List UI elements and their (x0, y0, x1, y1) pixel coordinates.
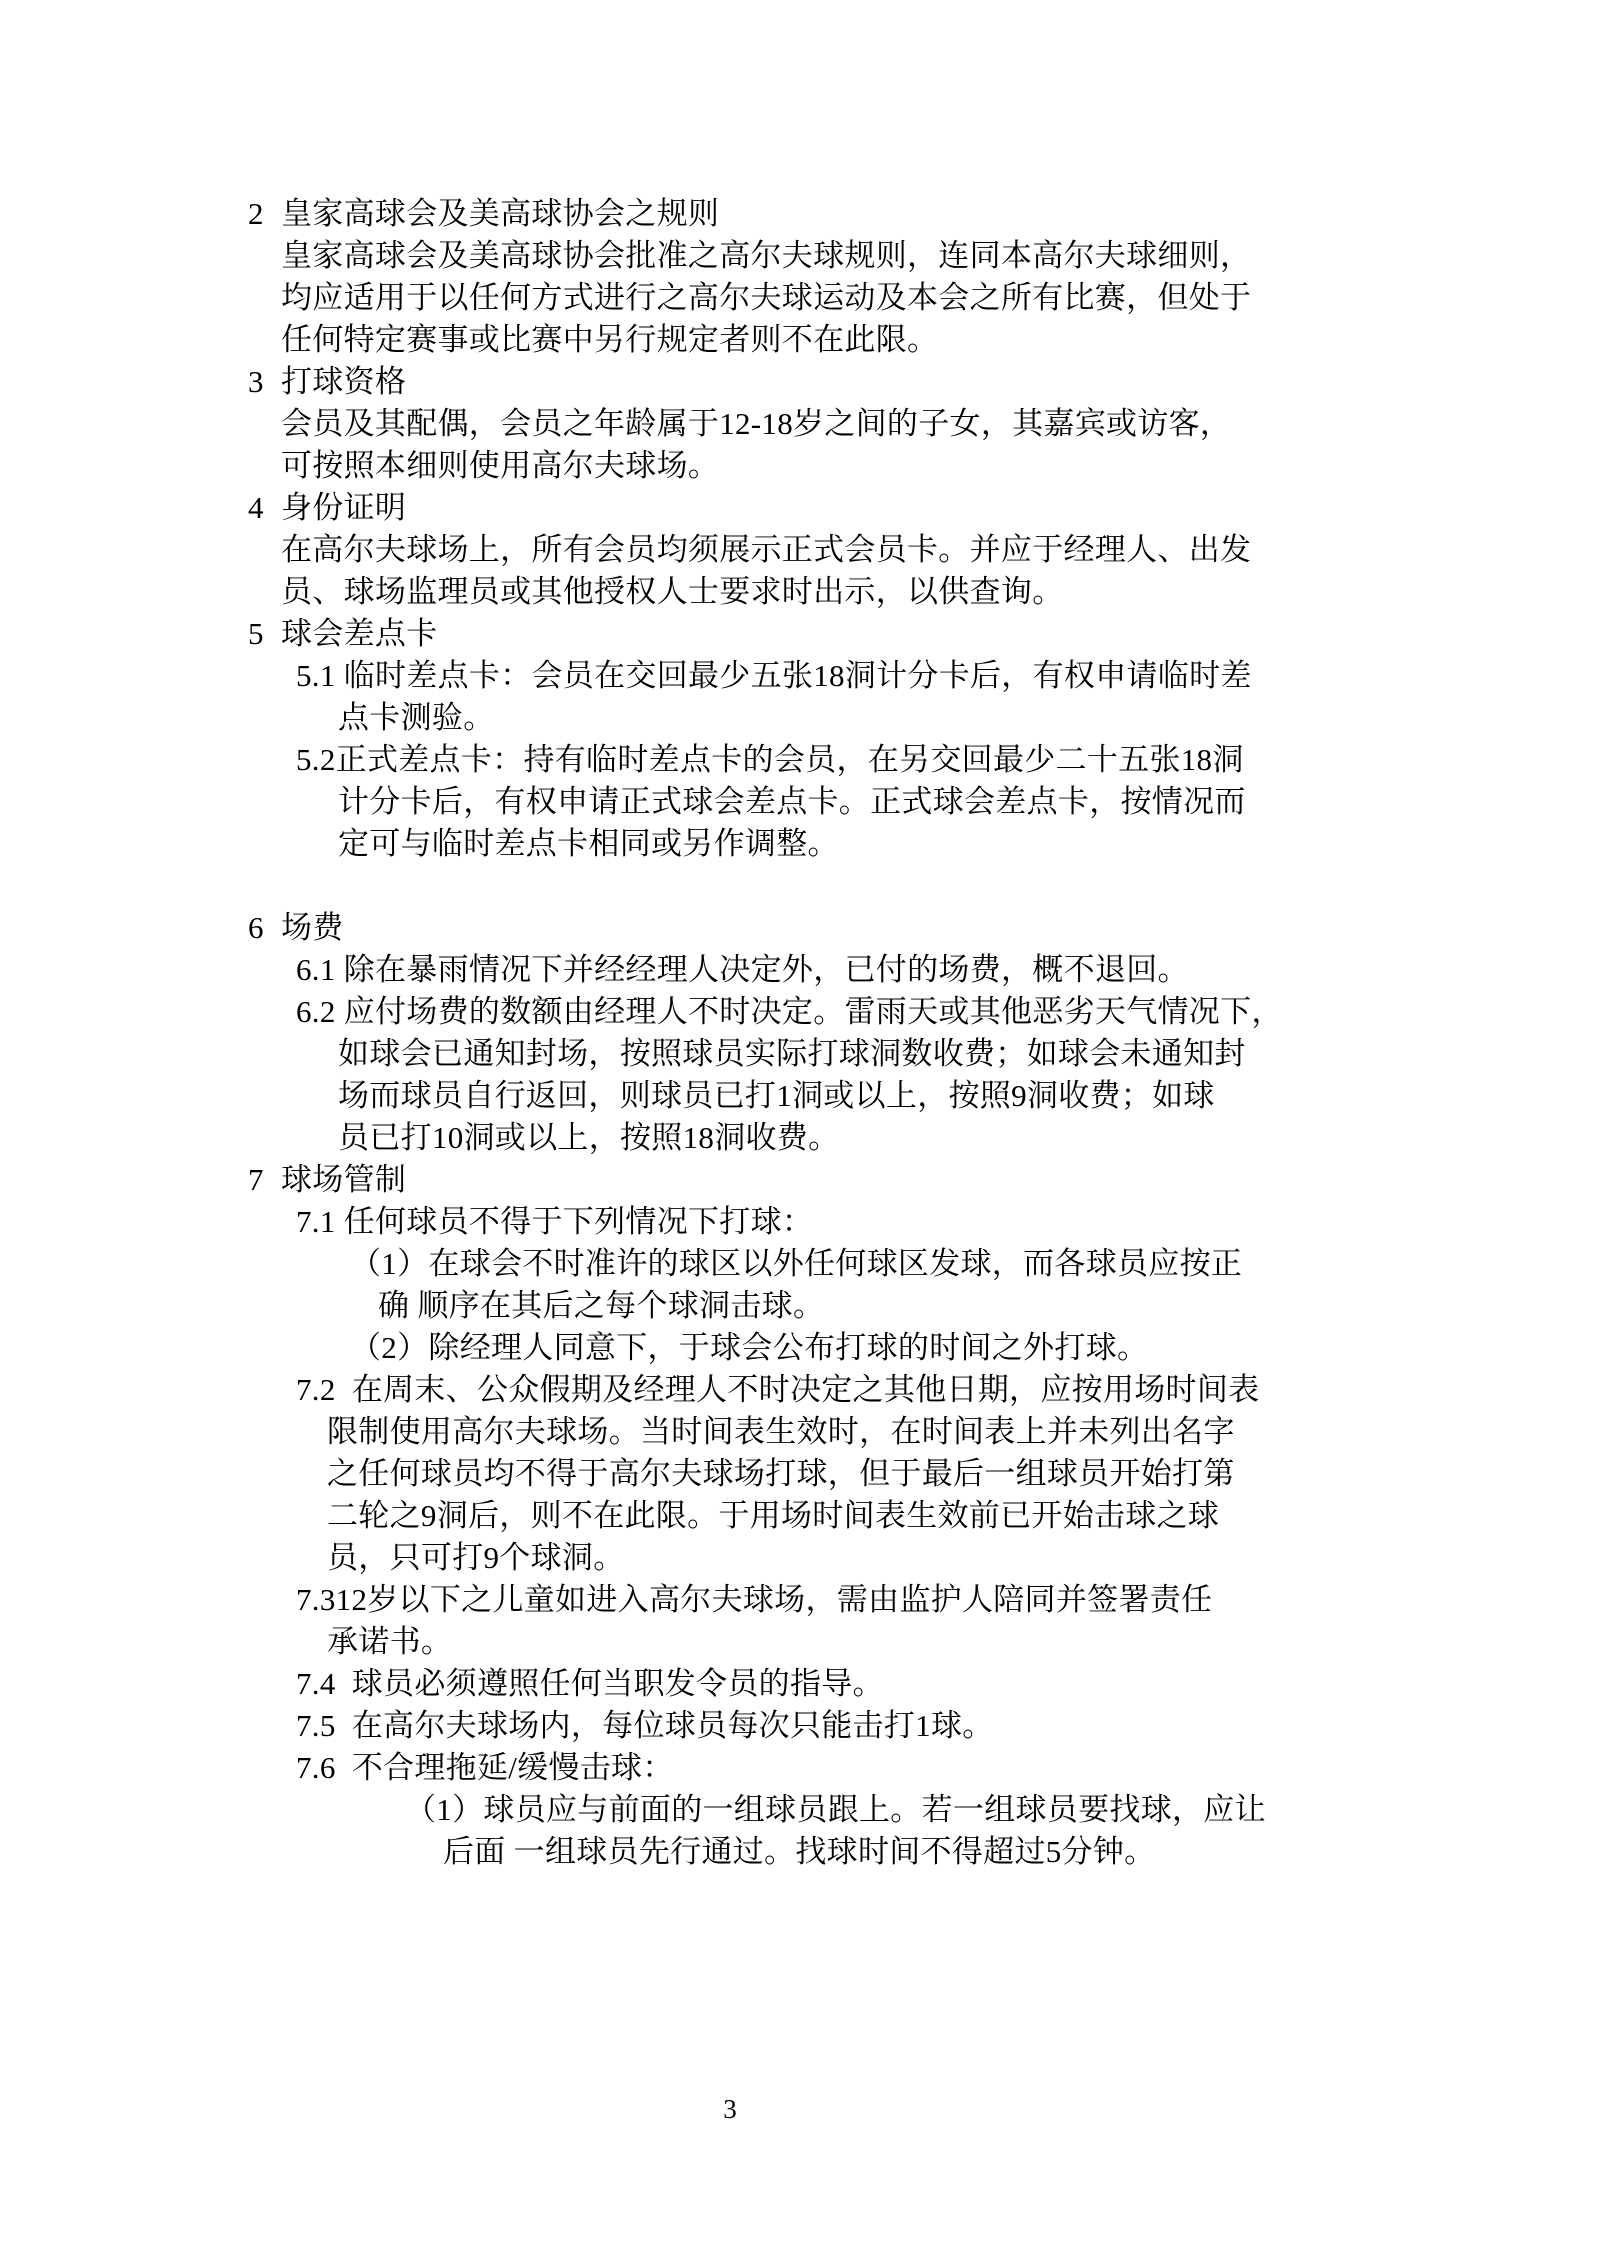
document-line: 7.312岁以下之儿童如进入高尔夫球场，需由监护人陪同并签署责任 (296, 1582, 1213, 1617)
document-line: 二轮之9洞后，则不在此限。于用场时间表生效前已开始击球之球 (327, 1498, 1220, 1533)
document-line: 可按照本细则使用高尔夫球场。 (281, 448, 720, 483)
section-title: 球会差点卡 (281, 616, 438, 651)
document-line: 7.4 球员必须遵照任何当职发令员的指导。 (296, 1666, 884, 1701)
section-title: 球场管制 (281, 1162, 407, 1197)
section-heading-row (0, 613, 1600, 655)
section-title: 打球资格 (281, 364, 407, 399)
section-number: 2 (248, 196, 264, 231)
document-line: 承诺书。 (327, 1624, 453, 1659)
document-line: 确 顺序在其后之每个球洞击球。 (378, 1288, 825, 1323)
section-heading-row (0, 193, 1600, 235)
section-number: 6 (248, 910, 264, 945)
document-line: 7.1 任何球员不得于下列情况下打球： (296, 1204, 814, 1239)
document-line: 员、球场监理员或其他授权人士要求时出示，以供查询。 (281, 574, 1064, 609)
document-line: 之任何球员均不得于高尔夫球场打球，但于最后一组球员开始打第 (327, 1456, 1235, 1491)
document-line: 7.2 在周末、公众假期及经理人不时决定之其他日期，应按用场时间表 (296, 1372, 1260, 1407)
blank-line (0, 865, 1600, 907)
document-line: 如球会已通知封场，按照球员实际打球洞数收费；如球会未通知封 (338, 1036, 1246, 1071)
section-heading-row (0, 1159, 1600, 1201)
document-line: （2）除经理人同意下，于球会公布打球的时间之外打球。 (350, 1330, 1149, 1365)
document-line: 皇家高球会及美高球协会批准之高尔夫球规则，连同本高尔夫球细则， (281, 238, 1252, 273)
document-line: 在高尔夫球场上，所有会员均须展示正式会员卡。并应于经理人、出发 (281, 532, 1252, 567)
document-line: 定可与临时差点卡相同或另作调整。 (338, 826, 839, 861)
section-heading-row (0, 487, 1600, 529)
document-line: 限制使用高尔夫球场。当时间表生效时，在时间表上并未列出名字 (327, 1414, 1235, 1449)
section-number: 5 (248, 616, 264, 651)
document-line: 点卡测验。 (338, 700, 495, 735)
section-title: 身份证明 (281, 490, 407, 525)
section-title: 场费 (281, 910, 344, 945)
document-line: （1）球员应与前面的一组球员跟上。若一组球员要找球，应让 (405, 1792, 1266, 1827)
section-number: 3 (248, 364, 264, 399)
document-line: 7.6 不合理拖延/缓慢击球： (296, 1750, 674, 1785)
section-heading-row (0, 361, 1600, 403)
section-heading-row (0, 907, 1600, 949)
document-line: 计分卡后，有权申请正式球会差点卡。正式球会差点卡，按情况而 (338, 784, 1246, 819)
document-line: 6.1 除在暴雨情况下并经经理人决定外，已付的场费，概不退回。 (296, 952, 1189, 987)
document-line: 均应适用于以任何方式进行之高尔夫球运动及本会之所有比赛，但处于 (281, 280, 1252, 315)
document-line: （1）在球会不时准许的球区以外任何球区发球，而各球员应按正 (350, 1246, 1243, 1281)
page-number: 3 (723, 2094, 737, 2124)
section-title: 皇家高球会及美高球协会之规则 (281, 196, 720, 231)
document-line: 7.5 在高尔夫球场内，每位球员每次只能击打1球。 (296, 1708, 994, 1743)
section-number: 7 (248, 1162, 264, 1197)
document-line: 员，只可打9个球洞。 (327, 1540, 625, 1575)
document-line: 场而球员自行返回，则球员已打1洞或以上，按照9洞收费；如球 (338, 1078, 1215, 1113)
section-number: 4 (248, 490, 264, 525)
document-line: 会员及其配偶，会员之年龄属于12-18岁之间的子女，其嘉宾或访客， (281, 406, 1232, 441)
document-line: 后面 一组球员先行通过。找球时间不得超过5分钟。 (443, 1834, 1156, 1869)
document-line: 6.2 应付场费的数额由经理人不时决定。雷雨天或其他恶劣天气情况下， (296, 994, 1283, 1029)
document-line: 5.1 临时差点卡：会员在交回最少五张18洞计分卡后，有权申请临时差 (296, 658, 1252, 693)
document-line: 任何特定赛事或比赛中另行规定者则不在此限。 (281, 322, 939, 357)
document-line: 员已打10洞或以上，按照18洞收费。 (338, 1120, 840, 1155)
document-line: 5.2正式差点卡：持有临时差点卡的会员，在另交回最少二十五张18洞 (296, 742, 1244, 777)
